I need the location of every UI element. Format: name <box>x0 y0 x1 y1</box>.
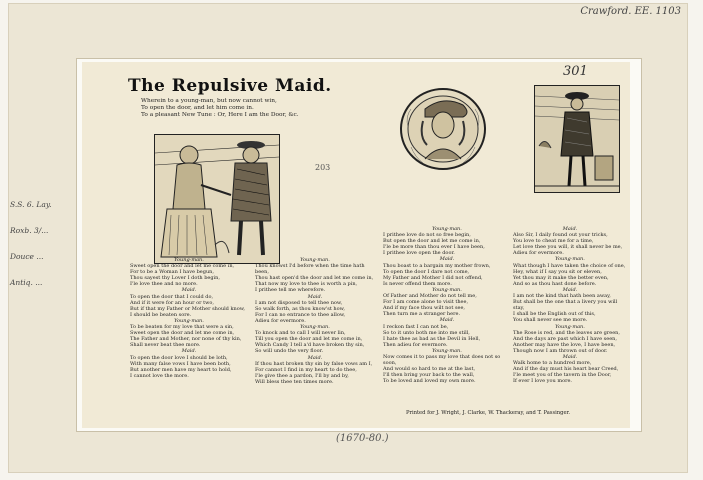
manuscript-date: (1670-80.) <box>336 433 389 444</box>
column-heading: Young-man. <box>432 226 462 232</box>
verse-line: With many false vows I have been both, <box>130 360 231 367</box>
verse-line: Young-man. <box>432 286 462 293</box>
verse-line: I shall be the English out of this, <box>513 311 596 318</box>
verse-line: So walk forth, as thou know'st how, <box>255 305 345 312</box>
stamp-number: 203 <box>315 163 331 172</box>
verse-column-2 <box>255 257 375 385</box>
verse-line: Will bless thee ten times more. <box>255 378 334 385</box>
verse-line: And if it were for an hour or two, <box>130 299 214 306</box>
subtitle-line: To open the door, and let him come in. <box>141 105 254 112</box>
verse-line: And if my face thou wilt not see, <box>383 305 466 312</box>
verse-line: Walk home to a hundred more, <box>513 360 592 367</box>
verse-line: I prithee love open the door. <box>383 250 455 257</box>
verse-line: I'le give thee a pardon, I'll by and by, <box>255 372 349 379</box>
verse-line: Then adieu for evermore. <box>383 341 448 348</box>
verse-line: Of Father and Mother do not tell me, <box>383 293 477 300</box>
verse-line: Let love thee you will, it shall never be me, <box>513 244 623 251</box>
verse-line: I reckon fast I can not be, <box>383 323 449 330</box>
subtitle-line: To a pleasant New Tune : Or, Here I am the Door, &c. <box>141 112 299 119</box>
verse-column-4 <box>513 226 627 384</box>
verse-line: Maid. <box>439 317 455 324</box>
verse-line: If thou hast broken thy sin by false vows am I, <box>255 360 373 367</box>
column-heading: Maid. <box>562 226 578 232</box>
verse-line: I'le be more than thou ever I have been, <box>383 244 485 251</box>
verse-column-3 <box>383 226 511 384</box>
verse-line: Sweet open the door and let me come in, <box>130 330 235 337</box>
verse-line: Thou knowst I'd before when the time hath been, <box>255 263 365 276</box>
verse-line: Young-man. <box>432 347 462 354</box>
verse-line: Maid. <box>181 348 197 355</box>
verse-line: I'le love thee and no more. <box>130 281 198 288</box>
verse-line: So will undo the very floor. <box>255 348 324 355</box>
verse-line: Sweet open the door and let me come in, <box>130 263 235 270</box>
verse-line: To be loved and loved my own more. <box>383 378 476 385</box>
woodcut-standing-man <box>534 85 620 193</box>
verse-line: Thou boast to a bargain my mother frown, <box>383 262 491 269</box>
verse-line: If ever I love you more. <box>513 378 573 385</box>
verse-line: I'le meet you of the tavern in the Door, <box>513 372 612 379</box>
verse-line: Young-man. <box>174 317 204 324</box>
verse-line: For I am come alone to visit thee, <box>383 299 469 306</box>
verse-line: Maid. <box>562 286 578 293</box>
verse-line: Thou hast open'd the door and let me come in, <box>255 275 374 282</box>
column-heading: Young-man. <box>174 257 204 263</box>
verse-line: Maid. <box>307 293 323 300</box>
verse-line: Also Sir, I daily found out your tricks, <box>513 232 608 239</box>
verse-line: Adieu for evermore. <box>513 250 564 257</box>
verse-line: To open the door love I should be loth, <box>130 354 228 361</box>
subtitle-line: Wherein to a young-man, but now cannot win, <box>141 98 277 104</box>
verse-line: And if the day must his heart bear Creed, <box>513 366 619 373</box>
verse-line: Maid. <box>562 353 578 360</box>
verse-line: Till you open the door and let me come in, <box>255 336 363 343</box>
side-note: Douce ... <box>10 252 44 261</box>
verse-line: For I can no entrance to thee allow, <box>255 311 346 318</box>
printer-colophon: Printed for J. Wright, J. Clarke, W. Thackeray, and T. Passinger. <box>406 410 571 416</box>
verse-line: I should be beaten sore. <box>130 311 192 318</box>
verse-line: I cannot love the more. <box>130 372 189 379</box>
verse-line: Though now I am thrown out of door. <box>513 347 608 354</box>
verse-line: Young-man. <box>555 256 585 263</box>
side-note: Antiq. ... <box>10 278 43 287</box>
verse-line: I'll then bring your back to the wall, <box>383 372 475 379</box>
verse-line: To open the door that I could do, <box>130 293 214 300</box>
ballad-subtitle <box>141 98 341 120</box>
verse-line: And so as thou hast done before. <box>513 280 597 287</box>
verse-column-1 <box>130 257 248 379</box>
verse-line: That now my love to thee is worth a pin, <box>255 281 358 288</box>
verse-line: Thou sayest thy Lover I doth begin, <box>130 275 220 282</box>
verse-line: Now comes it to pass my love that does not so soon, <box>383 353 501 367</box>
verse-line: And the days are past which I have seen, <box>513 335 617 342</box>
woodcut-couple <box>154 134 280 264</box>
verse-line: Young-man. <box>300 324 330 331</box>
column-heading: Young-man. <box>300 257 330 263</box>
verse-line: But if that my Father or Mother should know, <box>130 305 246 312</box>
verse-line: I prithee tell me wherefore. <box>255 287 326 294</box>
verse-line: Hey, what if I say you sit or eleven, <box>513 268 602 275</box>
verse-line: What though I have taken the choice of one, <box>513 262 626 269</box>
side-note: Roxb. 3/... <box>10 226 49 235</box>
verse-line: But open the door and let me come in, <box>383 238 481 245</box>
verse-line: Yet thou may it make the better even, <box>513 274 609 281</box>
verse-line: To knock and to call I will never lin, <box>255 330 346 337</box>
verse-line: I am not disposed to tell thee now, <box>255 299 343 306</box>
verse-line: Maid. <box>307 354 323 361</box>
verse-line: You shall never see me more. <box>513 317 588 324</box>
verse-line: The Rose is red, and the leaves are green, <box>513 329 620 336</box>
folio-number: 301 <box>563 64 588 79</box>
verse-line: I hate thee as bad as the Devil in Hell, <box>383 335 481 342</box>
verse-line: For to be a Woman I have begun, <box>130 269 214 276</box>
verse-line: Then turn me a stranger here. <box>383 311 461 318</box>
verse-line: Shall never beat thee more. <box>130 342 201 349</box>
side-notes <box>10 200 74 304</box>
side-note: S.S. 6. Lay. <box>10 200 52 209</box>
verse-line: To open the door I dare not come, <box>383 268 470 275</box>
verse-line: Young-man. <box>555 323 585 330</box>
verse-line: And would so hard to me at the last, <box>383 366 476 373</box>
verse-line: To be beaten for my love that were a sin, <box>130 324 234 331</box>
verse-line: The Father and Mother, nor none of thy kin, <box>130 336 242 343</box>
verse-line: I prithee love do not so free begin, <box>383 232 471 239</box>
verse-line: So to it unto both me into me still, <box>383 329 470 336</box>
verse-line: Maid. <box>439 256 455 263</box>
woodcut-oval-portrait <box>399 87 487 171</box>
catalogue-reference: Crawford. EE. 1103 <box>580 6 681 17</box>
verse-line: Maid. <box>181 287 197 294</box>
verse-line: Is never offend them more. <box>383 280 452 287</box>
ballad-title: The Repulsive Maid. <box>128 76 332 96</box>
verse-line: Which Candy I tell a'd have broken thy sin, <box>255 342 365 349</box>
verse-line: But another men have my heart to hold, <box>130 366 232 373</box>
verse-line: For cannot I find in my heart to do thee, <box>255 366 357 373</box>
verse-line: You love to cheat me for a time, <box>513 238 594 245</box>
verse-line: I am not the kind that hath been away, <box>513 293 611 300</box>
verse-line: My Father and Mother I did not offend, <box>383 274 483 281</box>
verse-line: Adieu for evermore. <box>255 317 306 324</box>
verse-line: Another may have the love, I have been, <box>513 341 616 348</box>
verse-line: But shall be the one that a livery you will stay, <box>513 299 618 312</box>
